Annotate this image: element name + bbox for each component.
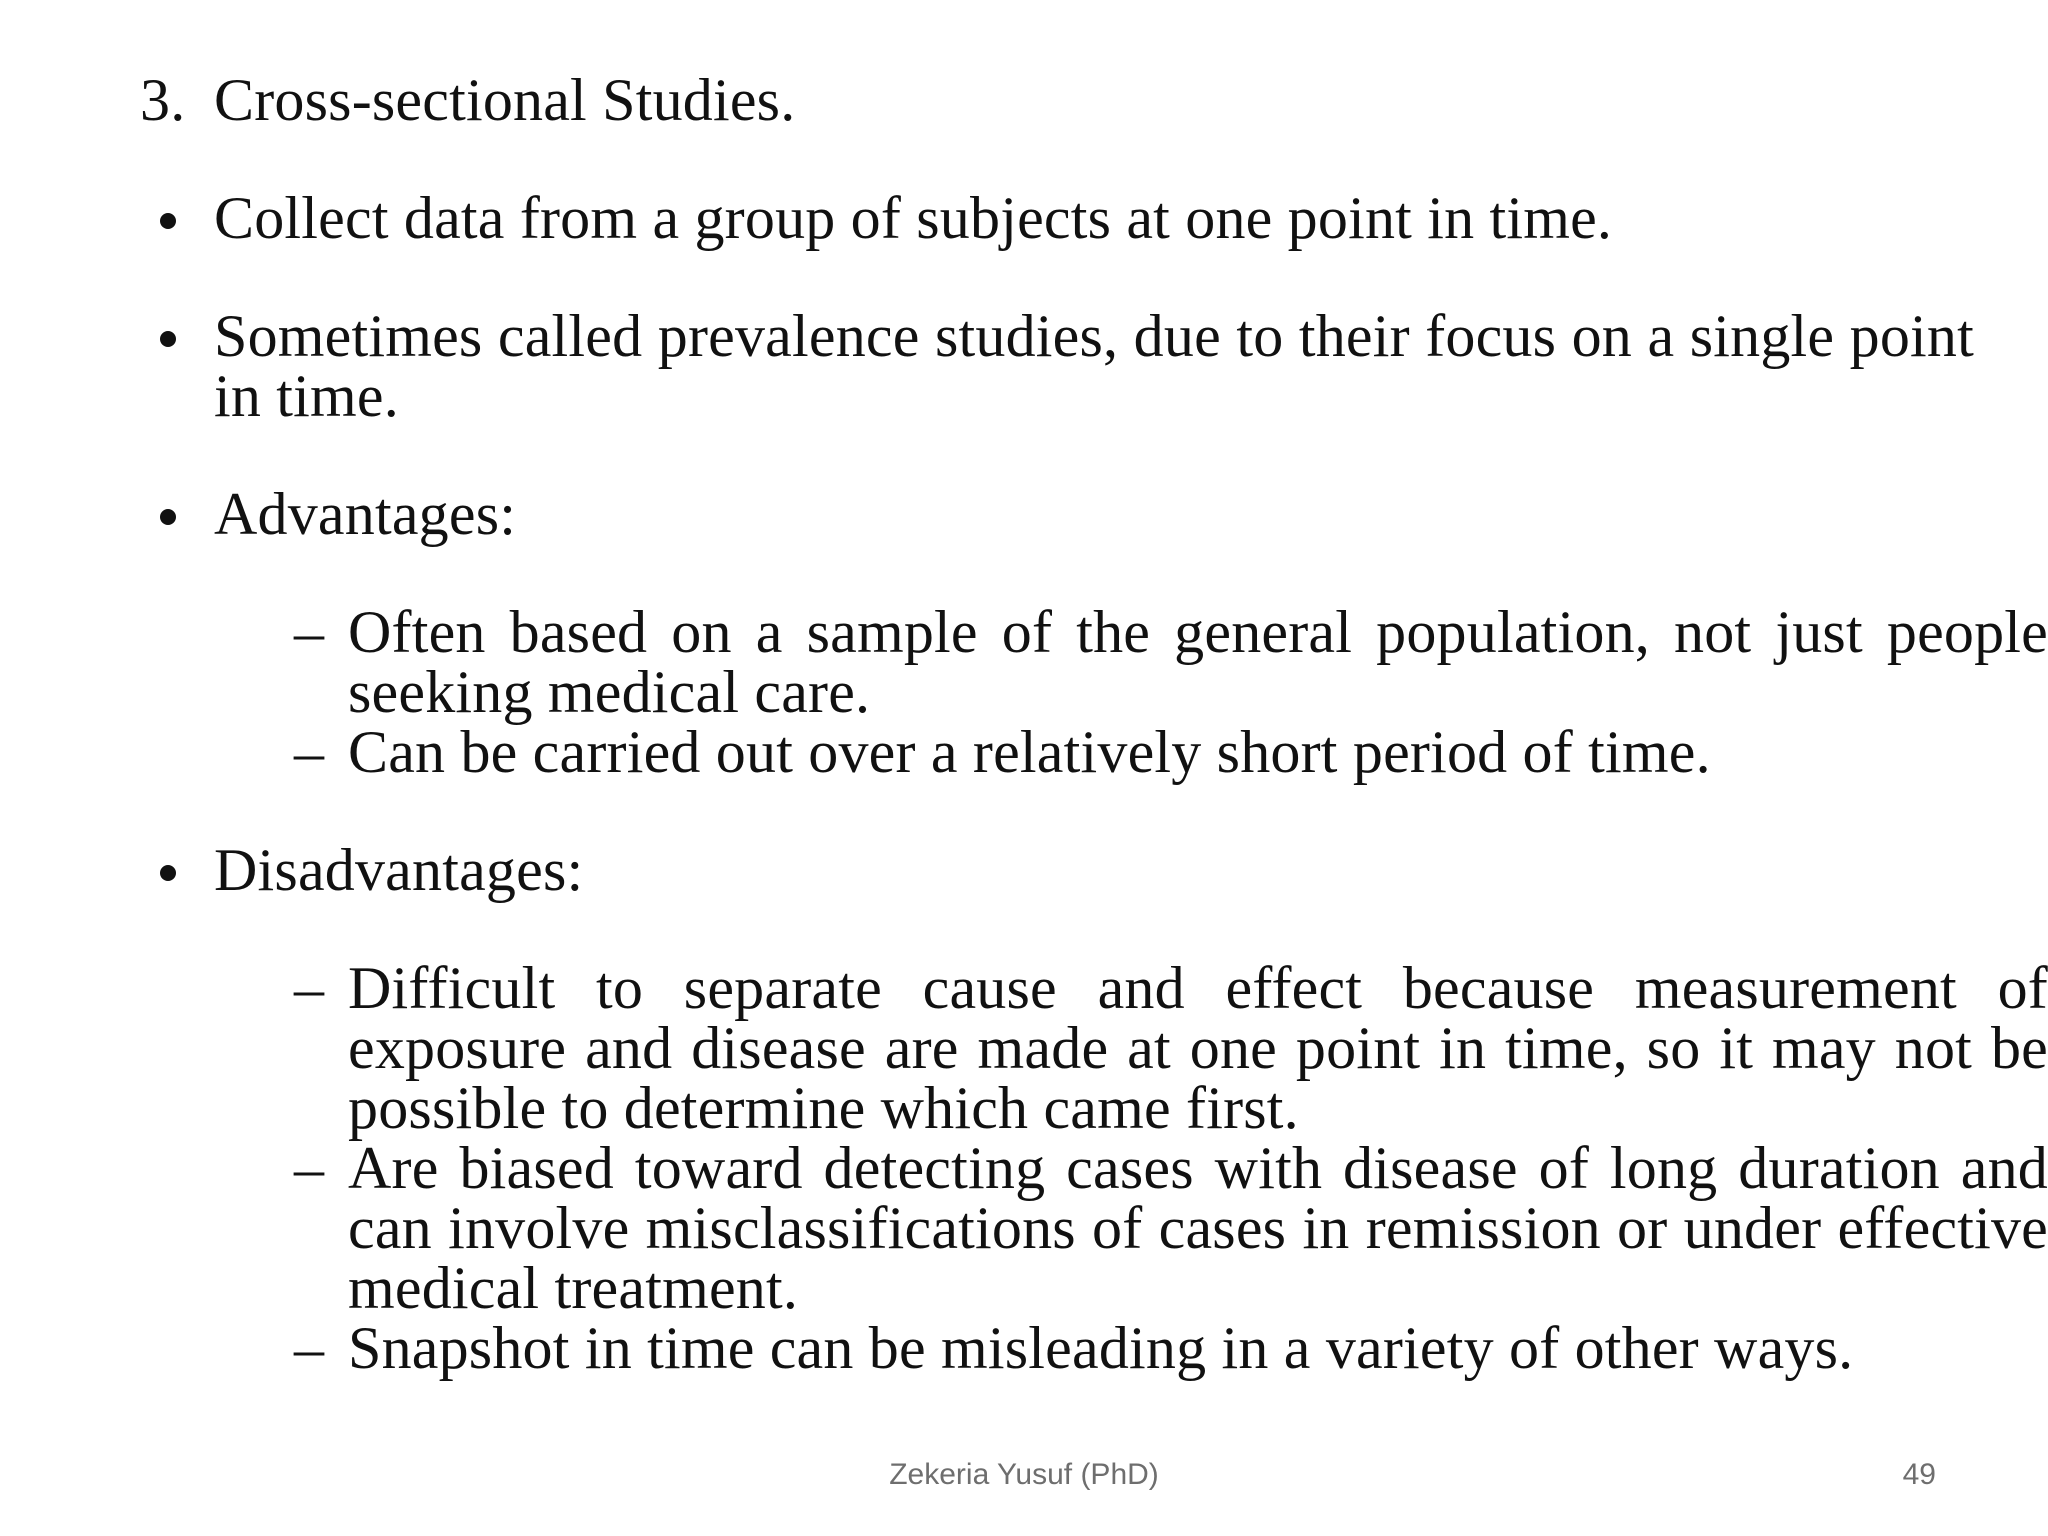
advantage-text: Can be carried out over a relatively short period of time. (348, 719, 1711, 785)
dash-icon: – (294, 719, 325, 785)
dash-icon: – (294, 955, 325, 1021)
slide-content (140, 67, 2048, 1436)
advantages-list (214, 599, 2048, 785)
disadvantages-list (214, 955, 2048, 1381)
disadvantage-text: Difficult to separate cause and effect because measurement of exposure and disease are made at one point in time, so it may not be possible to determine which came first. (348, 955, 2048, 1141)
advantage-item (214, 599, 2048, 725)
bullet-text: Disadvantages: (214, 837, 584, 903)
disadvantage-item (214, 1135, 2048, 1321)
bullet-collect-data (140, 185, 1840, 251)
section-heading (140, 67, 1840, 133)
page-number: 49 (1902, 1458, 1936, 1491)
disadvantage-item (214, 955, 2048, 1141)
bullet-dot-icon (160, 213, 176, 229)
bullet-disadvantages (140, 837, 2048, 1381)
dash-icon: – (294, 1315, 325, 1381)
advantage-item (214, 719, 2048, 785)
bullet-dot-icon (160, 331, 176, 347)
bullet-dot-icon (160, 509, 176, 525)
disadvantage-text: Are biased toward detecting cases with disease of long duration and can involve misclassifications of cases in remission or under effective medical treatment. (348, 1135, 2048, 1321)
dash-icon: – (294, 599, 325, 665)
bullet-advantages (140, 481, 2048, 785)
section-title: Cross-sectional Studies. (214, 67, 796, 133)
dash-icon: – (294, 1135, 325, 1201)
disadvantage-item (214, 1315, 2048, 1381)
bullet-prevalence-studies (140, 303, 1974, 429)
bullet-dot-icon (160, 865, 176, 881)
bullet-text: Sometimes called prevalence studies, due to their focus on a single point in time. (214, 303, 1974, 429)
bullet-text: Collect data from a group of subjects at one point in time. (214, 185, 1613, 251)
bullet-text: Advantages: (214, 481, 517, 547)
section-number: 3. (140, 67, 186, 133)
advantage-text: Often based on a sample of the general population, not just people seeking medical care. (348, 599, 2048, 725)
disadvantage-text: Snapshot in time can be misleading in a variety of other ways. (348, 1315, 1854, 1381)
footer-author: Zekeria Yusuf (PhD) (889, 1458, 1159, 1491)
